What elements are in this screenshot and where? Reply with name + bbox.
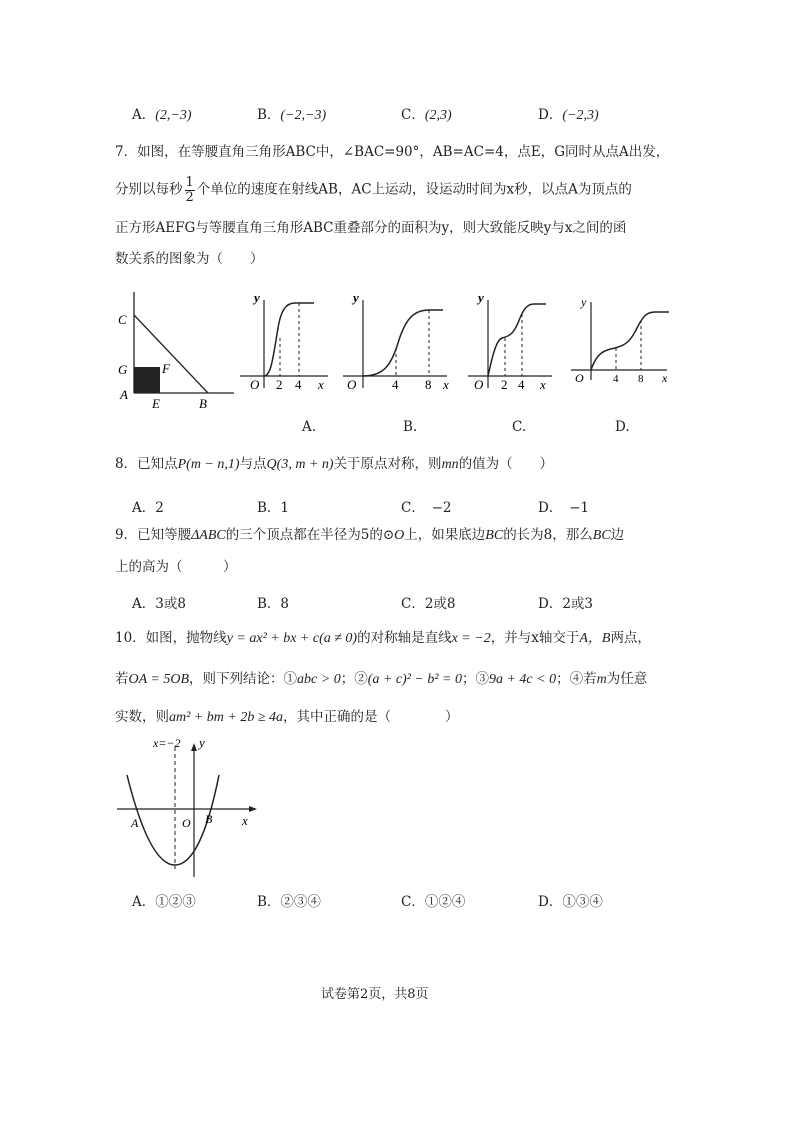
q10-point-a: A — [131, 816, 139, 830]
q7-graph-a-x: x — [318, 377, 324, 392]
q7-graph-c-tick-1: 2 — [501, 377, 508, 392]
q9-option-d: D．2或3 — [538, 596, 594, 612]
q7-graph-c — [468, 288, 560, 398]
q10-option-a: A．①②③ — [132, 894, 196, 910]
q8-stem: 8．已知点P(m − n,1)与点Q(3, m + n)关于原点对称，则mn的值为（ ） — [115, 456, 554, 472]
q9-option-a: A．3或8 — [132, 596, 186, 612]
q7-graph-b — [343, 288, 455, 398]
q7-graph-a — [240, 288, 335, 398]
q7-graph-d-tick-1: 4 — [613, 373, 619, 385]
q6-option-d: D．(−2,3) — [538, 107, 599, 123]
q9-line2: 上的高为（ ） — [115, 559, 237, 575]
q7-graph-d-x: x — [662, 371, 668, 385]
q9-option-c: C．2或8 — [401, 596, 456, 612]
q7-graph-b-x: x — [443, 377, 449, 392]
q7-graph-b-tick-2: 8 — [425, 377, 432, 392]
q7-graph-a-o: O — [250, 377, 260, 392]
q10-origin: O — [182, 816, 191, 830]
q7-label-e: E — [152, 396, 160, 411]
q7-graph-d-tick-2: 8 — [638, 373, 644, 385]
q8-option-b: B．1 — [257, 500, 290, 516]
q9-option-b: B．8 — [257, 596, 290, 612]
q7-label-g: G — [118, 362, 128, 377]
q7-graph-d-o: O — [575, 371, 584, 385]
q7-graph-c-o: O — [474, 377, 484, 392]
q7-line1: 7．如图，在等腰直角三角形ABC中，∠BAC=90°，AB=AC=4，点E，G同时从点A出发， — [115, 144, 670, 160]
q6-option-a: A．(2,−3) — [132, 107, 192, 123]
q10-option-b: B．②③④ — [257, 894, 321, 910]
q7-line4: 数关系的图象为（ ） — [115, 251, 264, 267]
q7-graph-b-tick-1: 4 — [392, 377, 399, 392]
q10-axis-label: x=−2 — [153, 736, 181, 750]
q7-label-f: F — [162, 361, 170, 376]
q6-option-c: C．(2,3) — [401, 107, 452, 123]
q10-y-label: y — [199, 735, 205, 750]
q7-label-b: B — [199, 396, 207, 411]
q7-graph-d — [571, 290, 673, 390]
q10-point-b: B — [205, 812, 213, 826]
q7-graph-b-y: y — [353, 290, 359, 305]
q10-option-c: C．①②④ — [401, 894, 466, 910]
q7-label-a: A — [120, 387, 128, 402]
q7-line3: 正方形AEFG与等腰直角三角形ABC重叠部分的面积为y，则大致能反映y与x之间的函 — [115, 220, 627, 236]
q9-line1: 9．已知等腰ΔABC的三个顶点都在半径为5的⊙O上，如果底边BC的长为8，那么BC边 — [115, 527, 625, 543]
q8-option-a: A．2 — [132, 500, 164, 516]
q8-option-c: C． −2 — [401, 500, 452, 516]
q7-graph-c-label: C. — [512, 419, 527, 435]
page-footer: 试卷第2页，共8页 — [321, 987, 429, 1002]
q10-line1: 10．如图，抛物线y = ax² + bx + c(a ≠ 0)的对称轴是直线x = −2，并与x轴交于A，B两点， — [115, 630, 651, 646]
q10-line3: 实数，则am² + bm + 2b ≥ 4a，其中正确的是（ ） — [115, 709, 459, 725]
q7-graph-b-label: B. — [403, 419, 418, 435]
q7-triangle-figure — [110, 290, 238, 410]
q7-graph-b-o: O — [347, 377, 357, 392]
q7-graph-a-y: y — [254, 290, 260, 305]
q10-option-d: D．①③④ — [538, 894, 603, 910]
q7-graph-a-tick-2: 4 — [295, 377, 302, 392]
q7-label-c: C — [118, 312, 127, 327]
q6-option-b: B．(−2,−3) — [257, 107, 327, 123]
q7-graph-c-tick-2: 4 — [518, 377, 525, 392]
q10-x-label: x — [242, 813, 248, 828]
q7-fraction: $\frac{1}{2}$ — [185, 175, 194, 205]
q8-option-d: D． −1 — [538, 500, 589, 516]
q7-graph-d-label: D. — [615, 419, 630, 435]
q10-line2: 若OA = 5OB，则下列结论：①abc > 0；②(a + c)² − b² = 0；③9a + 4c < 0；④若m为任意 — [115, 671, 648, 687]
q7-graph-a-tick-1: 2 — [276, 377, 283, 392]
q10-parabola-figure — [115, 735, 260, 880]
q7-graph-d-y: y — [581, 295, 587, 309]
q7-graph-a-label: A. — [302, 419, 317, 435]
q7-graph-c-y: y — [478, 290, 484, 305]
q7-graph-c-x: x — [540, 377, 546, 392]
q7-line2: 分别以每秒 $\frac{1}{2}$ 个单位的速度在射线AB，AC上运动，设运动时间为x秒，以点A为顶点的 — [115, 175, 632, 205]
